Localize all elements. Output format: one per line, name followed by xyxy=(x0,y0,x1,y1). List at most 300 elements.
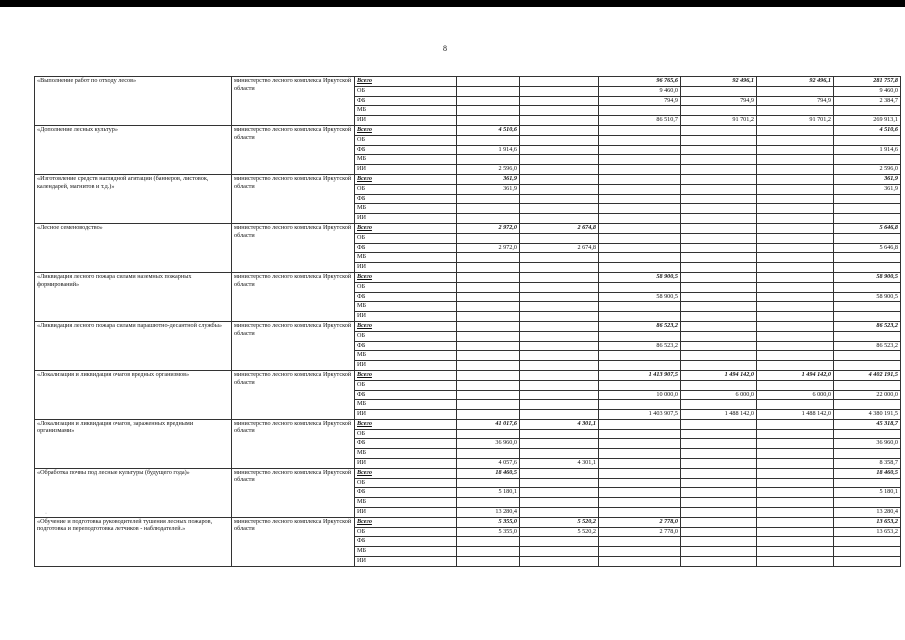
amount-cell xyxy=(520,145,599,155)
amount-cell xyxy=(520,184,599,194)
amount-cell: 4 380 191,5 xyxy=(834,410,901,420)
amount-cell xyxy=(834,557,901,567)
amount-cell xyxy=(599,302,681,312)
amount-cell xyxy=(457,282,520,292)
amount-cell xyxy=(681,174,757,184)
amount-cell xyxy=(520,204,599,214)
amount-cell xyxy=(520,86,599,96)
amount-cell: 92 496,1 xyxy=(757,77,834,87)
amount-cell: 2 674,8 xyxy=(520,223,599,233)
amount-cell xyxy=(599,214,681,224)
amount-cell xyxy=(757,243,834,253)
amount-cell xyxy=(599,419,681,429)
executor-name: министерство лесного комплекса Иркутской области xyxy=(232,468,355,517)
amount-cell xyxy=(599,253,681,263)
amount-cell xyxy=(681,272,757,282)
amount-cell xyxy=(681,214,757,224)
amount-cell xyxy=(520,174,599,184)
amount-cell xyxy=(681,361,757,371)
amount-cell: 6 000,0 xyxy=(757,390,834,400)
amount-cell: 58 900,5 xyxy=(599,272,681,282)
amount-cell xyxy=(457,86,520,96)
event-name: «Лесное семеноводство» xyxy=(35,223,232,272)
amount-cell xyxy=(834,449,901,459)
amount-cell xyxy=(681,341,757,351)
amount-cell: 5 520,2 xyxy=(520,517,599,527)
amount-cell xyxy=(834,400,901,410)
funding-source: ОБ xyxy=(355,331,457,341)
amount-cell xyxy=(834,380,901,390)
amount-cell xyxy=(757,174,834,184)
amount-cell: 794,9 xyxy=(681,96,757,106)
table-row xyxy=(35,468,901,478)
amount-cell: 18 460,5 xyxy=(834,468,901,478)
amount-cell xyxy=(681,351,757,361)
funding-source: ОБ xyxy=(355,86,457,96)
amount-cell xyxy=(599,498,681,508)
amount-cell xyxy=(757,429,834,439)
amount-cell xyxy=(834,361,901,371)
amount-cell xyxy=(834,155,901,165)
funding-source: Всего xyxy=(355,468,457,478)
amount-cell xyxy=(599,429,681,439)
amount-cell xyxy=(834,312,901,322)
amount-cell xyxy=(757,184,834,194)
executor-name: министерство лесного комплекса Иркутской области xyxy=(232,272,355,321)
funding-source: ИИ xyxy=(355,361,457,371)
amount-cell xyxy=(757,468,834,478)
amount-cell xyxy=(520,468,599,478)
amount-cell xyxy=(757,165,834,175)
amount-cell xyxy=(681,302,757,312)
amount-cell xyxy=(681,557,757,567)
amount-cell xyxy=(520,253,599,263)
amount-cell: 86 523,2 xyxy=(834,341,901,351)
amount-cell xyxy=(757,302,834,312)
amount-cell xyxy=(599,184,681,194)
amount-cell: 91 701,2 xyxy=(757,116,834,126)
amount-cell xyxy=(757,547,834,557)
amount-cell: 86 523,2 xyxy=(599,341,681,351)
amount-cell: 86 523,2 xyxy=(599,321,681,331)
amount-cell xyxy=(681,331,757,341)
funding-source: ИИ xyxy=(355,459,457,469)
amount-cell: 6 000,0 xyxy=(681,390,757,400)
amount-cell xyxy=(757,135,834,145)
funding-source: ФБ xyxy=(355,488,457,498)
amount-cell: 361,9 xyxy=(834,174,901,184)
table-row xyxy=(35,223,901,233)
amount-cell xyxy=(834,233,901,243)
amount-cell xyxy=(520,557,599,567)
amount-cell: 4 301,1 xyxy=(520,419,599,429)
funding-source: ОБ xyxy=(355,184,457,194)
amount-cell xyxy=(681,400,757,410)
amount-cell xyxy=(757,253,834,263)
amount-cell xyxy=(457,331,520,341)
amount-cell xyxy=(520,439,599,449)
table-row xyxy=(35,77,901,87)
amount-cell xyxy=(599,204,681,214)
table-row xyxy=(35,370,901,380)
amount-cell xyxy=(681,86,757,96)
amount-cell: 2 972,0 xyxy=(457,223,520,233)
amount-cell xyxy=(520,341,599,351)
amount-cell: 2 972,0 xyxy=(457,243,520,253)
amount-cell xyxy=(599,145,681,155)
event-name: «Ликвидация лесного пожара силами парашютно-десантной службы» xyxy=(35,321,232,370)
amount-cell: 86 510,7 xyxy=(599,116,681,126)
table-row xyxy=(35,419,901,429)
amount-cell xyxy=(757,272,834,282)
amount-cell: 13 280,4 xyxy=(457,508,520,518)
amount-cell: 1 488 142,0 xyxy=(681,410,757,420)
amount-cell: 22 000,0 xyxy=(834,390,901,400)
amount-cell xyxy=(681,439,757,449)
amount-cell xyxy=(757,341,834,351)
amount-cell xyxy=(520,302,599,312)
amount-cell xyxy=(757,263,834,273)
amount-cell xyxy=(457,214,520,224)
amount-cell xyxy=(681,419,757,429)
funding-source: МБ xyxy=(355,106,457,116)
amount-cell xyxy=(457,449,520,459)
amount-cell: 86 523,2 xyxy=(834,321,901,331)
amount-cell xyxy=(599,125,681,135)
amount-cell xyxy=(834,204,901,214)
amount-cell xyxy=(520,400,599,410)
amount-cell xyxy=(599,439,681,449)
amount-cell: 36 960,0 xyxy=(457,439,520,449)
amount-cell: 2 674,8 xyxy=(520,243,599,253)
amount-cell xyxy=(457,498,520,508)
amount-cell xyxy=(599,459,681,469)
funding-source: ИИ xyxy=(355,557,457,567)
amount-cell: 1 413 907,5 xyxy=(599,370,681,380)
amount-cell: 96 765,6 xyxy=(599,77,681,87)
amount-cell: 2 596,0 xyxy=(834,165,901,175)
funding-source: ОБ xyxy=(355,282,457,292)
amount-cell xyxy=(757,449,834,459)
table-row xyxy=(35,517,901,527)
amount-cell xyxy=(757,488,834,498)
amount-cell xyxy=(457,557,520,567)
table-row xyxy=(35,272,901,282)
amount-cell xyxy=(457,302,520,312)
amount-cell xyxy=(757,508,834,518)
amount-cell xyxy=(681,184,757,194)
amount-cell xyxy=(681,194,757,204)
amount-cell xyxy=(520,116,599,126)
amount-cell xyxy=(520,449,599,459)
amount-cell xyxy=(757,145,834,155)
amount-cell xyxy=(457,312,520,322)
amount-cell: 58 900,5 xyxy=(599,292,681,302)
amount-cell xyxy=(599,557,681,567)
amount-cell xyxy=(834,478,901,488)
funding-source: ИИ xyxy=(355,116,457,126)
amount-cell: 1 488 142,0 xyxy=(757,410,834,420)
amount-cell xyxy=(834,498,901,508)
amount-cell: 4 057,6 xyxy=(457,459,520,469)
table-body xyxy=(35,77,901,567)
funding-source: ОБ xyxy=(355,527,457,537)
amount-cell xyxy=(757,194,834,204)
executor-name: министерство лесного комплекса Иркутской области xyxy=(232,321,355,370)
amount-cell xyxy=(520,312,599,322)
amount-cell xyxy=(681,449,757,459)
page-number: 8 xyxy=(443,44,447,53)
amount-cell xyxy=(457,135,520,145)
event-name: «Изготовление средств наглядной агитации (баннеров, листовок, календарей, магнитов и т.д.)» xyxy=(35,174,232,223)
amount-cell xyxy=(457,263,520,273)
amount-cell xyxy=(457,272,520,282)
funding-source: Всего xyxy=(355,125,457,135)
amount-cell xyxy=(757,204,834,214)
funding-source: МБ xyxy=(355,204,457,214)
amount-cell xyxy=(681,508,757,518)
amount-cell xyxy=(457,321,520,331)
amount-cell xyxy=(757,312,834,322)
amount-cell xyxy=(520,125,599,135)
funding-source: Всего xyxy=(355,370,457,380)
amount-cell xyxy=(457,341,520,351)
amount-cell xyxy=(757,223,834,233)
executor-name: министерство лесного комплекса Иркутской области xyxy=(232,77,355,126)
amount-cell xyxy=(681,282,757,292)
amount-cell xyxy=(599,488,681,498)
amount-cell xyxy=(834,263,901,273)
amount-cell: 5 646,8 xyxy=(834,223,901,233)
executor-name: министерство лесного комплекса Иркутской области xyxy=(232,174,355,223)
executor-name: министерство лесного комплекса Иркутской области xyxy=(232,517,355,566)
amount-cell: 361,9 xyxy=(457,174,520,184)
amount-cell xyxy=(681,312,757,322)
amount-cell xyxy=(757,282,834,292)
amount-cell xyxy=(757,233,834,243)
amount-cell xyxy=(681,547,757,557)
amount-cell xyxy=(681,498,757,508)
amount-cell: 4 510,6 xyxy=(834,125,901,135)
amount-cell xyxy=(520,194,599,204)
amount-cell xyxy=(520,321,599,331)
amount-cell: 58 900,5 xyxy=(834,272,901,282)
event-name: «Локализация и ликвидация очагов, зараженных вредными организмами» xyxy=(35,419,232,468)
amount-cell xyxy=(457,116,520,126)
amount-cell: 91 701,2 xyxy=(681,116,757,126)
funding-source: ФБ xyxy=(355,292,457,302)
amount-cell xyxy=(457,547,520,557)
amount-cell xyxy=(681,233,757,243)
amount-cell xyxy=(681,321,757,331)
amount-cell xyxy=(520,77,599,87)
amount-cell xyxy=(681,468,757,478)
amount-cell xyxy=(757,498,834,508)
amount-cell xyxy=(599,233,681,243)
amount-cell xyxy=(457,361,520,371)
amount-cell xyxy=(834,135,901,145)
funding-source: Всего xyxy=(355,77,457,87)
event-name: «Дополнение лесных культур» xyxy=(35,125,232,174)
amount-cell xyxy=(457,390,520,400)
amount-cell xyxy=(757,86,834,96)
amount-cell xyxy=(457,194,520,204)
amount-cell xyxy=(599,400,681,410)
funding-source: ОБ xyxy=(355,135,457,145)
funding-source: МБ xyxy=(355,253,457,263)
amount-cell: 1 494 142,0 xyxy=(757,370,834,380)
funding-source: ОБ xyxy=(355,380,457,390)
amount-cell xyxy=(520,361,599,371)
amount-cell xyxy=(681,537,757,547)
table-row xyxy=(35,321,901,331)
amount-cell: 9 460,0 xyxy=(599,86,681,96)
amount-cell xyxy=(681,223,757,233)
amount-cell xyxy=(457,410,520,420)
amount-cell xyxy=(520,233,599,243)
amount-cell xyxy=(457,370,520,380)
amount-cell xyxy=(457,96,520,106)
amount-cell xyxy=(757,557,834,567)
funding-source: ФБ xyxy=(355,439,457,449)
amount-cell xyxy=(757,478,834,488)
amount-cell: 36 960,0 xyxy=(834,439,901,449)
amount-cell xyxy=(834,351,901,361)
amount-cell xyxy=(520,272,599,282)
amount-cell xyxy=(599,537,681,547)
funding-source: ИИ xyxy=(355,312,457,322)
amount-cell xyxy=(599,174,681,184)
amount-cell: 92 496,1 xyxy=(681,77,757,87)
amount-cell xyxy=(457,155,520,165)
amount-cell xyxy=(757,380,834,390)
table-row xyxy=(35,174,901,184)
amount-cell: 5 180,1 xyxy=(834,488,901,498)
amount-cell: 794,9 xyxy=(599,96,681,106)
amount-cell xyxy=(457,233,520,243)
funding-source: ОБ xyxy=(355,478,457,488)
amount-cell xyxy=(457,253,520,263)
amount-cell: 13 653,2 xyxy=(834,527,901,537)
amount-cell: 18 460,5 xyxy=(457,468,520,478)
amount-cell: 281 757,8 xyxy=(834,77,901,87)
funding-source: ИИ xyxy=(355,263,457,273)
amount-cell xyxy=(757,537,834,547)
amount-cell: 5 180,1 xyxy=(457,488,520,498)
amount-cell xyxy=(681,517,757,527)
amount-cell xyxy=(599,478,681,488)
funding-source: МБ xyxy=(355,155,457,165)
amount-cell xyxy=(599,263,681,273)
amount-cell xyxy=(834,106,901,116)
amount-cell: 10 000,0 xyxy=(599,390,681,400)
amount-cell xyxy=(681,292,757,302)
amount-cell xyxy=(520,390,599,400)
amount-cell xyxy=(681,165,757,175)
amount-cell xyxy=(599,312,681,322)
amount-cell xyxy=(520,292,599,302)
page-top-border xyxy=(0,0,905,7)
budget-table xyxy=(34,76,901,567)
amount-cell: 8 358,7 xyxy=(834,459,901,469)
amount-cell xyxy=(757,527,834,537)
amount-cell xyxy=(520,547,599,557)
amount-cell xyxy=(681,527,757,537)
amount-cell xyxy=(757,331,834,341)
funding-source: МБ xyxy=(355,498,457,508)
amount-cell xyxy=(520,488,599,498)
amount-cell xyxy=(520,498,599,508)
amount-cell xyxy=(834,537,901,547)
amount-cell xyxy=(520,478,599,488)
amount-cell: 5 520,2 xyxy=(520,527,599,537)
amount-cell xyxy=(457,292,520,302)
amount-cell xyxy=(457,77,520,87)
funding-source: Всего xyxy=(355,321,457,331)
amount-cell xyxy=(457,106,520,116)
event-name: «Выполнение работ по отходу лесов» xyxy=(35,77,232,126)
amount-cell: 41 017,6 xyxy=(457,419,520,429)
amount-cell: 794,9 xyxy=(757,96,834,106)
table-row xyxy=(35,125,901,135)
amount-cell xyxy=(520,370,599,380)
amount-cell xyxy=(757,419,834,429)
funding-source: ФБ xyxy=(355,194,457,204)
amount-cell: 58 900,5 xyxy=(834,292,901,302)
amount-cell: 4 510,6 xyxy=(457,125,520,135)
amount-cell xyxy=(834,194,901,204)
amount-cell xyxy=(457,400,520,410)
amount-cell xyxy=(757,292,834,302)
amount-cell xyxy=(681,204,757,214)
amount-cell xyxy=(757,155,834,165)
funding-source: ИИ xyxy=(355,165,457,175)
amount-cell xyxy=(757,400,834,410)
executor-name: министерство лесного комплекса Иркутской области xyxy=(232,223,355,272)
funding-source: МБ xyxy=(355,449,457,459)
amount-cell xyxy=(681,243,757,253)
funding-source: МБ xyxy=(355,302,457,312)
amount-cell xyxy=(757,459,834,469)
amount-cell xyxy=(834,429,901,439)
amount-cell xyxy=(834,331,901,341)
amount-cell: 4 301,1 xyxy=(520,459,599,469)
amount-cell: 4 402 191,5 xyxy=(834,370,901,380)
amount-cell xyxy=(520,165,599,175)
amount-cell xyxy=(834,214,901,224)
amount-cell xyxy=(599,243,681,253)
funding-source: Всего xyxy=(355,174,457,184)
amount-cell xyxy=(599,106,681,116)
amount-cell xyxy=(457,380,520,390)
amount-cell xyxy=(457,351,520,361)
amount-cell: 2 778,0 xyxy=(599,517,681,527)
amount-cell: 1 403 907,5 xyxy=(599,410,681,420)
amount-cell xyxy=(520,380,599,390)
amount-cell xyxy=(599,282,681,292)
amount-cell: 5 355,0 xyxy=(457,517,520,527)
amount-cell xyxy=(834,282,901,292)
amount-cell: 361,9 xyxy=(834,184,901,194)
amount-cell xyxy=(457,204,520,214)
amount-cell xyxy=(520,263,599,273)
amount-cell xyxy=(834,302,901,312)
amount-cell: 13 280,4 xyxy=(834,508,901,518)
amount-cell xyxy=(520,214,599,224)
amount-cell xyxy=(599,547,681,557)
funding-source: ФБ xyxy=(355,145,457,155)
amount-cell xyxy=(681,125,757,135)
